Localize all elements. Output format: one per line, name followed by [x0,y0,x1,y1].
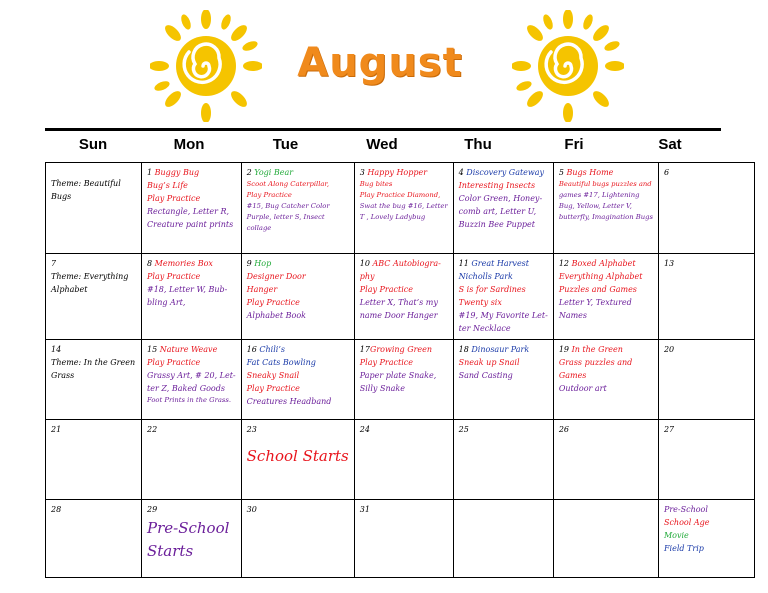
calendar-day-cell [658,500,754,578]
calendar-week-row [46,420,755,500]
day-number: 13 [663,259,675,268]
event-text: Silly Snake [359,384,405,393]
event-text: Play Practice Diamond, [359,191,441,199]
event-text: Swat the bug #16, Letter [359,202,448,210]
event-text: Great Harvest [471,259,529,268]
event-text: comb art, Letter U, [458,207,537,216]
event-text: Puzzles and Games [558,285,637,294]
day-number: 14 [51,345,62,354]
event-text: Memories Box [154,259,213,268]
event-text: Play Practice [246,191,292,199]
event-text: ter Z, Baked Goods [147,384,225,393]
event-text: Discovery Gateway [466,168,545,177]
day-header: Wed [366,136,398,153]
event-text: Bug, Yellow, Letter V, [558,202,632,210]
event-text: Designer Door [246,272,306,281]
event-text: Boxed Alphabet [571,259,636,268]
day-number: 26 [558,425,570,434]
event-text: Foot Prints in the Grass. [147,396,232,404]
calendar-day-cell [241,420,354,500]
calendar-day-cell [46,420,142,500]
day-header: Mon [173,136,205,153]
calendar-day-cell [658,163,754,254]
weekday-header [45,136,721,160]
calendar-day-cell [658,254,754,340]
event-text: Bug bites [359,180,393,188]
calendar-day-cell [453,340,553,420]
event-text: Grassy Art, # 20, Let- [147,371,236,380]
day-number: 28 [51,505,62,514]
event-text: Theme: In the Green [51,358,136,367]
calendar-day-cell [142,500,242,578]
event-text: Field Trip [663,544,704,553]
day-number: 18 [458,345,469,354]
day-number: 21 [51,425,62,434]
day-header: Thu [464,136,492,153]
event-text: Chili’s [259,345,285,354]
event-text: Purple, letter S, Insect [246,213,325,221]
day-number: 4 [458,168,464,177]
event-text: Grass puzzles and [558,358,633,367]
calendar-week-row [46,254,755,340]
event-text: Play Practice [246,384,300,393]
calendar-day-cell [658,340,754,420]
calendar-day-cell [453,500,553,578]
event-text: ter Necklace [458,324,511,333]
calendar-day-cell [46,163,142,254]
event-text: #18, Letter W, Bub- [147,285,228,294]
day-number: 12 [558,259,570,268]
calendar-day-cell [142,163,242,254]
event-text: Letter Y, Textured [558,298,632,307]
calendar-week-row [46,500,755,578]
event-text: Theme: Beautiful [51,179,121,188]
day-number: 2 [246,168,252,177]
day-number: 15 [147,345,158,354]
day-number: 16 [246,345,257,354]
event-text: Play Practice [147,272,201,281]
day-number: 25 [458,425,469,434]
event-text: Bugs [51,192,72,201]
event-text: S is for Sardines [458,285,526,294]
event-text: School Starts [246,447,349,465]
event-text: Outdoor art [558,384,607,393]
event-text: In the Green [571,345,623,354]
event-text: Alphabet [51,285,88,294]
calendar-day-cell [453,420,553,500]
calendar-day-cell [553,500,658,578]
day-number: 22 [147,425,158,434]
event-text: Beautiful bugs puzzles and [558,180,652,188]
calendar-day-cell [241,500,354,578]
event-text: butterfly, Imagination Bugs [558,213,653,221]
event-text: Buggy Bug [154,168,200,177]
event-text: Pre-School [663,505,708,514]
calendar-day-cell [241,340,354,420]
page-title: August [297,40,463,86]
calendar-day-cell [553,163,658,254]
calendar-day-cell [142,340,242,420]
event-text: Play Practice [359,358,413,367]
calendar-day-cell [142,254,242,340]
sun-icon [512,10,624,122]
event-text: Dinosaur Park [471,345,530,354]
event-text: Play Practice [147,358,201,367]
calendar-day-cell [553,340,658,420]
calendar-grid [45,162,755,578]
event-text: Play Practice [359,285,413,294]
calendar-day-cell [354,163,453,254]
event-text: Starts [147,542,194,560]
event-text: Fat Cats Bowling [246,358,316,367]
event-text: Hanger [246,285,278,294]
calendar-day-cell [46,500,142,578]
calendar-day-cell [354,500,453,578]
event-text: Happy Hopper [367,168,428,177]
event-text: Play Practice [147,194,201,203]
day-number: 23 [246,425,257,434]
event-text: Scoot Along Caterpillar, [246,180,330,188]
event-text: Sneak up Snail [458,358,520,367]
day-number: 24 [359,425,370,434]
day-number: 3 [359,168,365,177]
day-number: 10 [359,259,370,268]
event-text: Everything Alphabet [558,272,643,281]
event-text: Grass [51,371,75,380]
day-number: 29 [147,505,158,514]
calendar-day-cell [453,163,553,254]
day-number: 6 [663,168,670,177]
calendar-week-row [46,340,755,420]
day-number: 20 [663,345,675,354]
event-text: Buzzin Bee Puppet [458,220,535,229]
event-text: Alphabet Book [246,311,306,320]
calendar-day-cell [453,254,553,340]
event-text: #15, Bug Catcher Color [246,202,330,210]
day-number: 5 [558,168,564,177]
event-text: bling Art, [147,298,186,307]
event-text: Growing Green [369,345,433,354]
calendar-day-cell [46,254,142,340]
event-text: Movie [663,531,689,540]
day-number: 11 [458,259,469,268]
event-text: Creature paint prints [147,220,234,229]
event-text: phy [359,272,375,281]
calendar-day-cell [354,340,453,420]
calendar-day-cell [658,420,754,500]
event-text: Paper plate Snake, [359,371,437,380]
event-text: Hop [254,259,272,268]
day-header: Fri [564,136,584,153]
day-number: 8 [147,259,153,268]
event-text: Color Green, Honey- [458,194,543,203]
event-text: T , Lovely Ladybug [359,213,426,221]
event-text: Creatures Headband [246,397,332,406]
header-rule [45,128,721,131]
event-text: Twenty six [458,298,502,307]
day-number: 7 [51,259,57,268]
event-text: Theme: Everything [51,272,129,281]
event-text: Interesting Insects [458,181,536,190]
day-header: Sun [78,136,108,153]
event-text: Play Practice [246,298,300,307]
event-text: Bugs Home [566,168,614,177]
day-header: Tue [272,136,299,153]
day-number: 19 [558,345,570,354]
day-header: Sat [658,136,682,153]
event-text: Nature Weave [159,345,218,354]
day-number: 1 [147,168,153,177]
event-text: ABC Autobiogra- [372,259,441,268]
event-text: Rectangle, Letter R, [147,207,230,216]
event-text: Pre-School [147,519,230,537]
event-text: Yogi Bear [254,168,294,177]
calendar-day-cell [142,420,242,500]
day-number: 9 [246,259,252,268]
calendar-day-cell [354,420,453,500]
sun-icon [150,10,262,122]
event-text: Games [558,371,587,380]
event-text: School Age [663,518,710,527]
event-text: Sand Casting [458,371,513,380]
day-number: 30 [246,505,257,514]
calendar-day-cell [354,254,453,340]
calendar-day-cell [553,420,658,500]
event-text: #19, My Favorite Let- [458,311,548,320]
calendar-day-cell [241,163,354,254]
calendar-week-row [46,163,755,254]
event-text: name Door Hanger [359,311,438,320]
event-text: Sneaky Snail [246,371,300,380]
event-text: Names [558,311,588,320]
event-text: Nicholls Park [458,272,513,281]
event-text: Letter X, That’s my [359,298,438,307]
calendar-day-cell [553,254,658,340]
calendar-day-cell [241,254,354,340]
day-number: 17 [359,345,370,354]
calendar-day-cell [46,340,142,420]
event-text: games #17, Lightening [558,191,640,199]
event-text: collage [246,224,272,232]
day-number: 31 [359,505,370,514]
event-text: Bug’s Life [147,181,188,190]
day-number: 27 [663,425,675,434]
